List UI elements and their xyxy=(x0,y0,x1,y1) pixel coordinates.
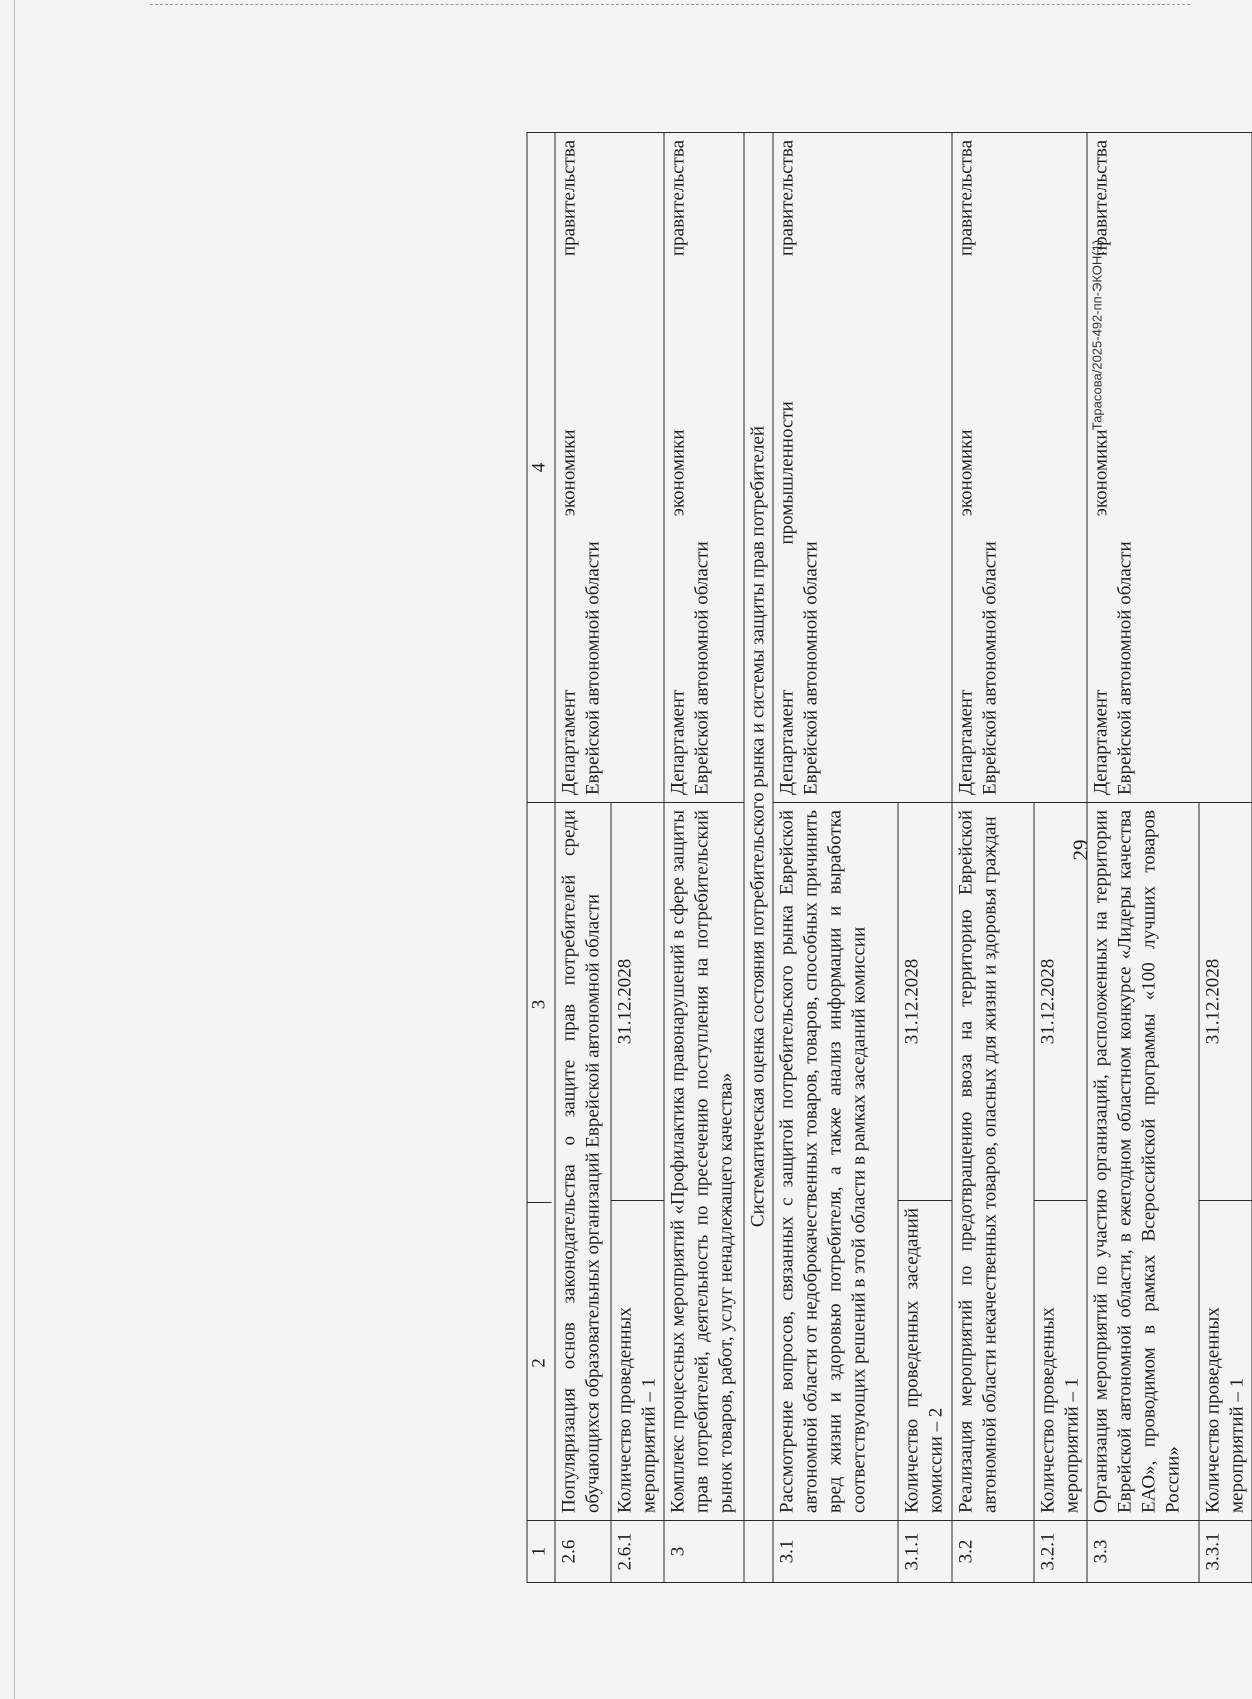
department-line-2: Еврейской автономной области xyxy=(1114,541,1136,795)
row-number: 3.3 xyxy=(1087,1521,1199,1583)
scan-edge-top xyxy=(150,4,1190,5)
indicator-text: Количество проведенных мероприятий – 1 xyxy=(1034,1201,1087,1521)
indicator-text: Количество проведенных мероприятий – 1 xyxy=(611,1201,664,1521)
measure-text: Организация мероприятий по участию организаций, расположенных на территории Еврейской автономной области, в ежегодном областном конкурсе «Лидеры качества ЕАО», проводимом в рамках Всероссийской программы «100 лучших товаров России» xyxy=(1087,803,1199,1521)
row-number: 3.2 xyxy=(952,1521,1034,1583)
table-row xyxy=(952,133,1034,1583)
department-mid: экономики xyxy=(1090,429,1112,517)
table-row xyxy=(664,133,744,1583)
department-line-1 xyxy=(558,140,582,795)
department-line-2: Еврейской автономной области xyxy=(582,541,604,795)
measure-text: Популяризация основ законодательства о защите прав потребителей среди обучающихся образовательных организаций Еврейской автономной области xyxy=(555,803,611,1521)
row-number: 2.6.1 xyxy=(611,1521,664,1583)
section-empty-cell xyxy=(744,1521,773,1583)
row-number: 3 xyxy=(664,1521,744,1583)
department-mid: экономики xyxy=(667,429,689,517)
header-col-4: 4 xyxy=(527,133,555,803)
department-line-1 xyxy=(1089,140,1113,795)
department-gov: правительства xyxy=(955,140,977,257)
department-word: Департамент xyxy=(558,689,580,795)
department-line-2: Еврейской автономной области xyxy=(979,541,1001,795)
table-row xyxy=(773,133,898,1583)
department-line-2: Еврейской автономной области xyxy=(800,541,822,795)
table-row xyxy=(1087,133,1199,1583)
header-col-1: 1 xyxy=(527,1521,555,1583)
section-title: Систематическая оценка состояния потребительского рынка и системы защиты прав потребителей xyxy=(744,133,773,1521)
department-line-1 xyxy=(954,140,978,795)
department-word: Департамент xyxy=(955,689,977,795)
header-col-2: 2 xyxy=(528,1202,552,1523)
responsible-department xyxy=(952,133,1087,803)
deadline-date: 31.12.2028 xyxy=(611,803,664,1201)
department-mid: экономики xyxy=(558,429,580,517)
header-col-3: 3 xyxy=(528,999,550,1010)
row-number: 3.1 xyxy=(773,1521,898,1583)
department-line-2: Еврейской автономной области xyxy=(691,541,713,795)
department-gov: правительства xyxy=(667,140,689,257)
responsible-department xyxy=(555,133,664,803)
row-number: 3.3.1 xyxy=(1199,1521,1252,1583)
header-col-2-3 xyxy=(527,803,555,1521)
department-word: Департамент xyxy=(776,689,798,795)
department-gov: правительства xyxy=(1090,140,1112,257)
responsible-department xyxy=(773,133,952,803)
rotated-table-block xyxy=(527,133,1248,1583)
deadline-date: 31.12.2028 xyxy=(1034,803,1087,1201)
document-code: Тарасова/2025-492-пп-ЭКОН(1) xyxy=(1089,239,1105,431)
row-number: 3.2.1 xyxy=(1034,1521,1087,1583)
department-word: Департамент xyxy=(667,689,689,795)
department-word: Департамент xyxy=(1090,689,1112,795)
measure-text: Реализация мероприятий по предотвращению ввоза на территорию Еврейской автономной области некачественных товаров, опасных для жизни и здоровья граждан xyxy=(952,803,1034,1521)
deadline-date: 31.12.2028 xyxy=(1199,803,1252,1201)
table-row xyxy=(555,133,611,1583)
measure-text: Рассмотрение вопросов, связанных с защитой потребительского рынка Еврейской автономной области от недоброкачественных товаров, товаров, способных причинить вред жизни и здоровью потребителя, а также анализ информации и выработка соответствующих решений в этой области в рамках заседаний комиссии xyxy=(773,803,898,1521)
indicator-text: Количество проведенных мероприятий – 1 xyxy=(1199,1201,1252,1521)
responsible-department xyxy=(1087,133,1252,803)
department-mid: экономики xyxy=(955,429,977,517)
scan-edge-left xyxy=(14,0,15,1699)
table-header-row xyxy=(527,133,555,1583)
indicator-text: Количество проведенных заседаний комиссии – 2 xyxy=(898,1201,952,1521)
department-gov: правительства xyxy=(558,140,580,257)
department-line-1 xyxy=(775,140,799,795)
header-col-2-3-inner xyxy=(528,807,552,1516)
department-gov: правительства xyxy=(776,140,798,257)
deadline-date: 31.12.2028 xyxy=(898,803,952,1201)
page-number: 29 xyxy=(1068,839,1093,861)
measures-table xyxy=(527,132,1252,1583)
row-number: 2.6 xyxy=(555,1521,611,1583)
department-line-1 xyxy=(666,140,690,795)
measure-text: Комплекс процессных мероприятий «Профилактика правонарушений в сфере защиты прав потребителей, деятельность по пресечению поступления на потребительский рынок товаров, работ, услуг ненадлежащего качества» xyxy=(664,803,744,1521)
section-row xyxy=(744,133,773,1583)
responsible-department xyxy=(664,133,744,803)
row-number: 3.1.1 xyxy=(898,1521,952,1583)
department-mid: промышленности xyxy=(776,401,798,545)
